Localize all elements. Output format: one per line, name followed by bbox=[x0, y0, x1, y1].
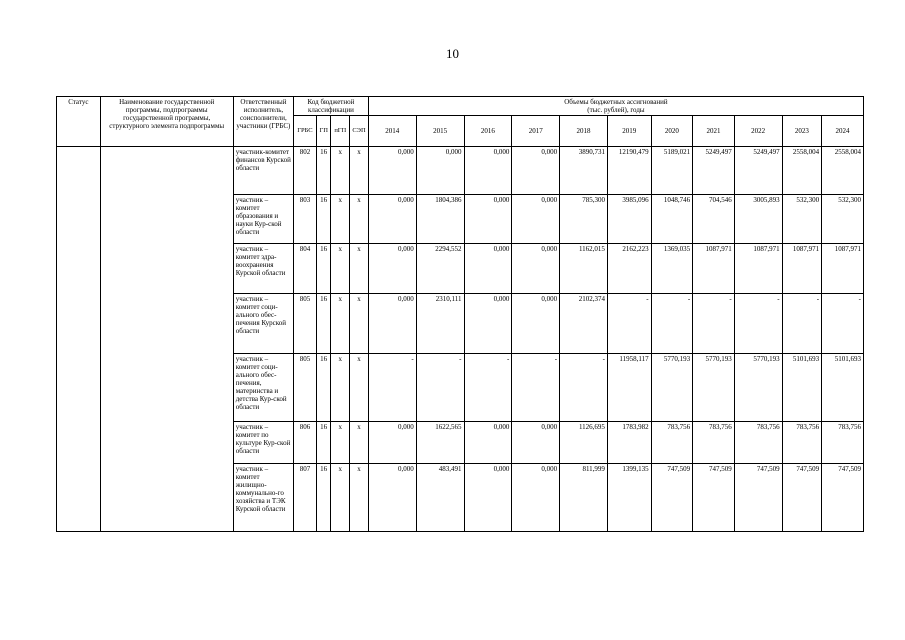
code-cell: 16 bbox=[316, 244, 331, 294]
year-header: 2018 bbox=[560, 116, 608, 147]
participant-cell: участник – комитет по культуре Кур-ской области bbox=[233, 422, 293, 464]
volumes-unit: (тыс. рублей), годы bbox=[587, 106, 645, 114]
code-cell: 805 bbox=[294, 354, 317, 422]
year-header: 2020 bbox=[651, 116, 693, 147]
amount-cell: 1087,971 bbox=[822, 244, 864, 294]
amount-cell: 3890,731 bbox=[560, 147, 608, 195]
amount-cell: 1399,135 bbox=[607, 464, 651, 532]
amount-cell: 5189,021 bbox=[651, 147, 693, 195]
amount-cell: - bbox=[560, 354, 608, 422]
amount-cell: 1162,015 bbox=[560, 244, 608, 294]
code-cell: 16 bbox=[316, 195, 331, 244]
code-cell: 16 bbox=[316, 294, 331, 354]
amount-cell: - bbox=[416, 354, 464, 422]
amount-cell: 12190,479 bbox=[607, 147, 651, 195]
code-col-grbs: ГРБС bbox=[294, 116, 317, 147]
code-cell: х bbox=[331, 195, 350, 244]
amount-cell: 5101,693 bbox=[822, 354, 864, 422]
code-cell: 806 bbox=[294, 422, 317, 464]
amount-cell: 783,756 bbox=[782, 422, 822, 464]
amount-cell: 0,000 bbox=[368, 244, 416, 294]
amount-cell: - bbox=[607, 294, 651, 354]
table-body bbox=[57, 147, 864, 532]
amount-cell: 0,000 bbox=[368, 422, 416, 464]
amount-cell: 0,000 bbox=[368, 464, 416, 532]
amount-cell: 0,000 bbox=[464, 244, 512, 294]
code-cell: 16 bbox=[316, 464, 331, 532]
amount-cell: 1087,971 bbox=[734, 244, 782, 294]
code-cell: х bbox=[350, 422, 369, 464]
code-cell: х bbox=[350, 147, 369, 195]
amount-cell: 5249,497 bbox=[734, 147, 782, 195]
participant-cell: участник-комитет финансов Курской области bbox=[233, 147, 293, 195]
amount-cell: 0,000 bbox=[464, 195, 512, 244]
amount-cell: - bbox=[734, 294, 782, 354]
amount-cell: 1048,746 bbox=[651, 195, 693, 244]
amount-cell: - bbox=[822, 294, 864, 354]
code-cell: х bbox=[331, 147, 350, 195]
year-header: 2024 bbox=[822, 116, 864, 147]
code-cell: 803 bbox=[294, 195, 317, 244]
amount-cell: 2310,111 bbox=[416, 294, 464, 354]
year-header: 2014 bbox=[368, 116, 416, 147]
amount-cell: 1804,386 bbox=[416, 195, 464, 244]
code-cell: х bbox=[331, 422, 350, 464]
amount-cell: 0,000 bbox=[368, 195, 416, 244]
amount-cell: - bbox=[464, 354, 512, 422]
amount-cell: 783,756 bbox=[822, 422, 864, 464]
page-number: 10 bbox=[446, 46, 459, 61]
amount-cell: 11958,117 bbox=[607, 354, 651, 422]
amount-cell: 0,000 bbox=[512, 294, 560, 354]
year-header: 2017 bbox=[512, 116, 560, 147]
code-col-sep: СЭП bbox=[350, 116, 369, 147]
amount-cell: 0,000 bbox=[464, 464, 512, 532]
code-cell: х bbox=[331, 354, 350, 422]
amount-cell: 0,000 bbox=[512, 147, 560, 195]
code-cell: х bbox=[350, 354, 369, 422]
amount-cell: 0,000 bbox=[512, 422, 560, 464]
amount-cell: 747,509 bbox=[822, 464, 864, 532]
amount-cell: 2102,374 bbox=[560, 294, 608, 354]
amount-cell: 783,756 bbox=[651, 422, 693, 464]
code-cell: 805 bbox=[294, 294, 317, 354]
year-header: 2015 bbox=[416, 116, 464, 147]
amount-cell: 747,509 bbox=[651, 464, 693, 532]
amount-cell: 0,000 bbox=[416, 147, 464, 195]
amount-cell: 3005,893 bbox=[734, 195, 782, 244]
amount-cell: 0,000 bbox=[512, 244, 560, 294]
amount-cell: - bbox=[693, 294, 735, 354]
amount-cell: 1783,982 bbox=[607, 422, 651, 464]
amount-cell: 785,300 bbox=[560, 195, 608, 244]
amount-cell: 1087,971 bbox=[693, 244, 735, 294]
amount-cell: 0,000 bbox=[368, 147, 416, 195]
year-header: 2022 bbox=[734, 116, 782, 147]
amount-cell: 0,000 bbox=[512, 464, 560, 532]
code-cell: х bbox=[350, 464, 369, 532]
amount-cell: 783,756 bbox=[734, 422, 782, 464]
code-cell: х bbox=[331, 244, 350, 294]
amount-cell: 747,509 bbox=[782, 464, 822, 532]
code-cell: 16 bbox=[316, 422, 331, 464]
amount-cell: 0,000 bbox=[464, 147, 512, 195]
amount-cell: - bbox=[368, 354, 416, 422]
code-cell: х bbox=[350, 195, 369, 244]
amount-cell: 0,000 bbox=[368, 294, 416, 354]
code-cell: х bbox=[350, 294, 369, 354]
amount-cell: - bbox=[512, 354, 560, 422]
amount-cell: 1087,971 bbox=[782, 244, 822, 294]
amount-cell: 1622,565 bbox=[416, 422, 464, 464]
code-cell: х bbox=[331, 294, 350, 354]
amount-cell: 1369,035 bbox=[651, 244, 693, 294]
amount-cell: 2162,223 bbox=[607, 244, 651, 294]
amount-cell: 532,300 bbox=[822, 195, 864, 244]
table-row bbox=[57, 147, 864, 195]
year-header: 2023 bbox=[782, 116, 822, 147]
amount-cell: 811,999 bbox=[560, 464, 608, 532]
amount-cell: 3985,096 bbox=[607, 195, 651, 244]
code-cell: 802 bbox=[294, 147, 317, 195]
amount-cell: 5770,193 bbox=[734, 354, 782, 422]
code-cell: 16 bbox=[316, 147, 331, 195]
amount-cell: 783,756 bbox=[693, 422, 735, 464]
amount-cell: 2294,552 bbox=[416, 244, 464, 294]
amount-cell: 2558,004 bbox=[822, 147, 864, 195]
amount-cell: 747,509 bbox=[734, 464, 782, 532]
code-cell: 16 bbox=[316, 354, 331, 422]
year-header: 2019 bbox=[607, 116, 651, 147]
executor-header: Ответственный исполнитель, соисполнители, участники (ГРБС) bbox=[233, 97, 293, 147]
name-header: Наименование государственной программы, подпрограммы государственной программы, структурного элемента подпрограммы bbox=[100, 97, 233, 147]
table-header bbox=[57, 97, 864, 147]
year-header: 2016 bbox=[464, 116, 512, 147]
amount-cell: 1126,695 bbox=[560, 422, 608, 464]
amount-cell: 5770,193 bbox=[651, 354, 693, 422]
status-cell bbox=[57, 147, 101, 532]
participant-cell: участник – комитет образования и науки Кур-ской области bbox=[233, 195, 293, 244]
amount-cell: 0,000 bbox=[464, 294, 512, 354]
amount-cell: 5770,193 bbox=[693, 354, 735, 422]
amount-cell: 2558,004 bbox=[782, 147, 822, 195]
participant-cell: участник – комитет жилищно-коммунально-го хозяйства и ТЭК Курской области bbox=[233, 464, 293, 532]
code-col-pgp: пГП bbox=[331, 116, 350, 147]
amount-cell: 5101,693 bbox=[782, 354, 822, 422]
amount-cell: - bbox=[782, 294, 822, 354]
participant-cell: участник – комитет соци-ального обес-печения Курской области bbox=[233, 294, 293, 354]
status-header: Статус bbox=[57, 97, 101, 147]
amount-cell: 0,000 bbox=[464, 422, 512, 464]
volumes-title: Объемы бюджетных ассигнований bbox=[564, 98, 668, 106]
year-header: 2021 bbox=[693, 116, 735, 147]
volumes-header bbox=[368, 97, 863, 116]
code-col-gp: ГП bbox=[316, 116, 331, 147]
participant-cell: участник – комитет соци-ального обес-печения, материнства и детства Кур-ской области bbox=[233, 354, 293, 422]
amount-cell: 5249,497 bbox=[693, 147, 735, 195]
amount-cell: - bbox=[651, 294, 693, 354]
code-cell: х bbox=[331, 464, 350, 532]
budget-code-header: Код бюджетной классификации bbox=[294, 97, 369, 116]
name-cell bbox=[100, 147, 233, 532]
code-cell: х bbox=[350, 244, 369, 294]
amount-cell: 532,300 bbox=[782, 195, 822, 244]
amount-cell: 483,491 bbox=[416, 464, 464, 532]
participant-cell: участник – комитет здра-воохранения Курской области bbox=[233, 244, 293, 294]
amount-cell: 704,546 bbox=[693, 195, 735, 244]
budget-table bbox=[56, 96, 864, 532]
code-cell: 807 bbox=[294, 464, 317, 532]
amount-cell: 0,000 bbox=[512, 195, 560, 244]
code-cell: 804 bbox=[294, 244, 317, 294]
amount-cell: 747,509 bbox=[693, 464, 735, 532]
